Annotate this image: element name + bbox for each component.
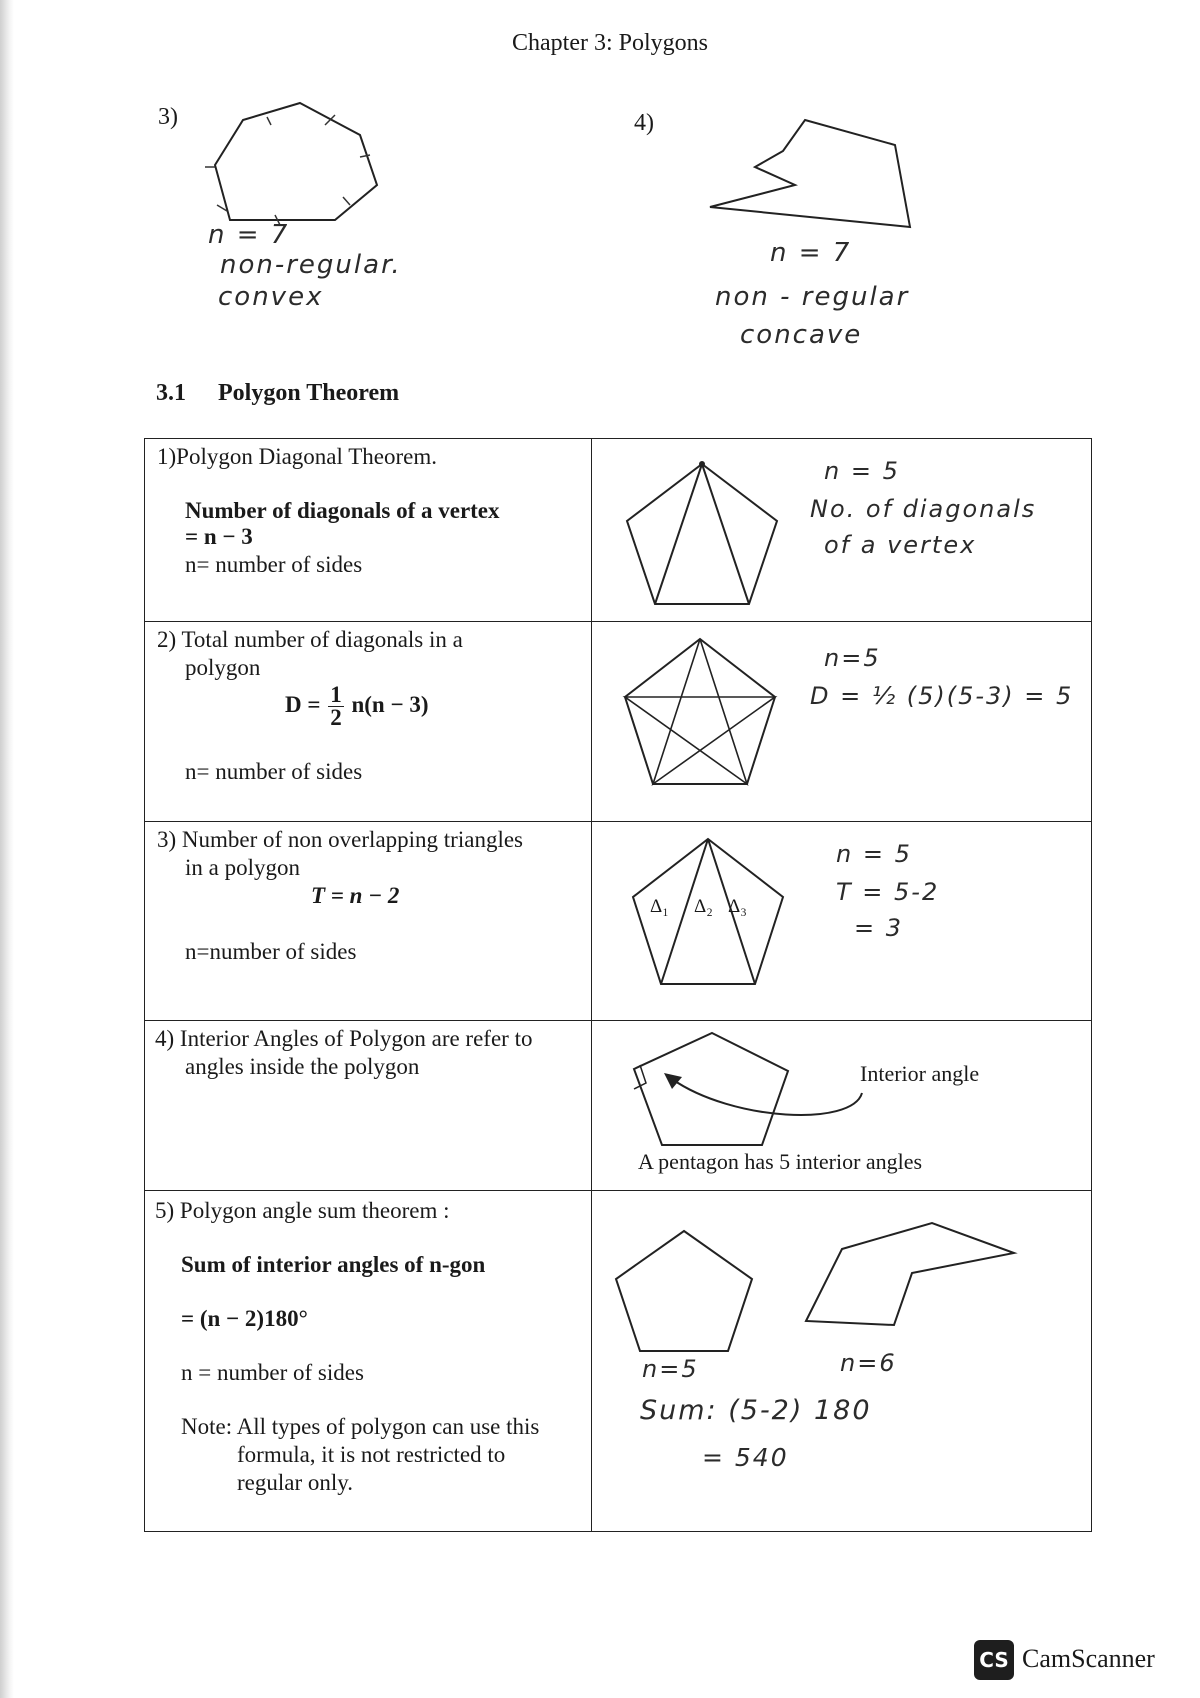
formula-line: = (n − 2)180°: [181, 1306, 308, 1332]
theorem-title: 4) Interior Angles of Polygon are refer to: [155, 1025, 533, 1051]
hand-type-2: convex: [218, 282, 324, 312]
theorem-text-cell: [145, 439, 592, 622]
table-row: [145, 1191, 1092, 1532]
hand-n-value: n=6: [840, 1349, 897, 1378]
theorem-note: n= number of sides: [185, 552, 363, 577]
theorem-figure-cell: [592, 439, 1092, 622]
hand-n-value: n = 5: [824, 457, 900, 485]
hand-n-value: n = 5: [836, 840, 912, 869]
heptagon-concave-figure: [705, 115, 925, 235]
hand-n-value: n=5: [642, 1355, 699, 1384]
theorem-title: 1)Polygon Diagonal Theorem.: [157, 444, 437, 469]
triangle-label: Δ₃: [728, 896, 747, 918]
table-row: [145, 1020, 1092, 1190]
pentagon-all-diagonals-figure: [620, 634, 780, 792]
fraction: [328, 681, 344, 730]
theorem-figure-cell: [592, 1020, 1092, 1190]
theorem-title: angles inside the polygon: [185, 1053, 420, 1079]
theorem-table: [144, 438, 1092, 1532]
theorem-note: formula, it is not restricted to: [237, 1442, 506, 1468]
section-number: 3.1: [156, 380, 186, 406]
theorem-title: 3) Number of non overlapping triangles: [157, 827, 523, 853]
theorem-note: n=number of sides: [185, 939, 357, 965]
figure-caption: A pentagon has 5 interior angles: [638, 1148, 923, 1174]
hand-n-value: n = 7: [208, 220, 290, 250]
formula-lhs: D =: [285, 691, 321, 717]
theorem-note: n = number of sides: [181, 1360, 364, 1386]
formula: [285, 681, 429, 730]
triangle-label: Δ₁: [650, 896, 669, 918]
section-title: Polygon Theorem: [218, 380, 400, 406]
hand-type-1: non - regular: [715, 282, 910, 312]
hand-type-2: concave: [740, 320, 863, 350]
theorem-text-cell: [145, 1191, 592, 1532]
formula-line: = n − 3: [185, 524, 253, 549]
formula: T = n − 2: [311, 883, 400, 909]
callout-label: Interior angle: [860, 1060, 980, 1086]
hand-n-value: n = 7: [770, 238, 852, 268]
heptagon-convex-figure: [195, 95, 385, 235]
theorem-note: regular only.: [237, 1470, 354, 1496]
formula-line: Sum of interior angles of n-gon: [181, 1252, 486, 1278]
table-row: [145, 822, 1092, 1021]
example-number: 3): [158, 104, 178, 130]
hand-n-value: n=5: [824, 643, 881, 672]
theorem-figure-cell: [592, 621, 1092, 822]
hand-calculation: T = 5-2: [836, 878, 940, 907]
table-row: [145, 439, 1092, 622]
pentagon-figure: [612, 1227, 762, 1353]
theorem-title: in a polygon: [185, 855, 300, 881]
camscanner-logo: CS: [974, 1640, 1014, 1680]
hand-note: No. of diagonals: [810, 495, 1037, 523]
hand-calculation: D = ½ (5)(5-3) = 5: [810, 681, 1074, 710]
hand-note: of a vertex: [824, 531, 977, 559]
example-number: 4): [634, 110, 654, 136]
hand-calculation: Sum: (5-2) 180: [640, 1395, 872, 1427]
theorem-title: 5) Polygon angle sum theorem :: [155, 1198, 450, 1224]
pentagon-diagonals-figure: [622, 459, 782, 609]
theorem-text-cell: [145, 621, 592, 822]
hand-result: = 540: [702, 1443, 789, 1473]
theorem-figure-cell: [592, 1191, 1092, 1532]
scan-edge-shadow: [0, 0, 14, 1698]
camscanner-watermark: CamScanner: [1022, 1644, 1155, 1673]
fraction-numerator: 1: [330, 681, 342, 707]
theorem-note: n= number of sides: [185, 758, 363, 784]
hand-type-1: non-regular.: [220, 250, 402, 280]
theorem-title: polygon: [185, 654, 261, 680]
theorem-text-cell: [145, 1020, 592, 1190]
theorem-text-cell: [145, 822, 592, 1021]
theorem-note: Note: All types of polygon can use this: [181, 1414, 540, 1440]
triangle-label: Δ₂: [694, 896, 713, 918]
table-row: [145, 621, 1092, 822]
theorem-title: 2) Total number of diagonals in a: [157, 626, 463, 652]
pentagon-interior-angle-figure: [632, 1031, 882, 1155]
hand-result: = 3: [854, 914, 904, 943]
theorem-figure-cell: [592, 822, 1092, 1021]
formula-line: Number of diagonals of a vertex: [185, 498, 500, 523]
hexagon-concave-figure: [802, 1221, 1022, 1331]
formula-rhs: n(n − 3): [351, 691, 429, 717]
fraction-denominator: 2: [330, 704, 342, 730]
page-title: Chapter 3: Polygons: [512, 30, 708, 56]
